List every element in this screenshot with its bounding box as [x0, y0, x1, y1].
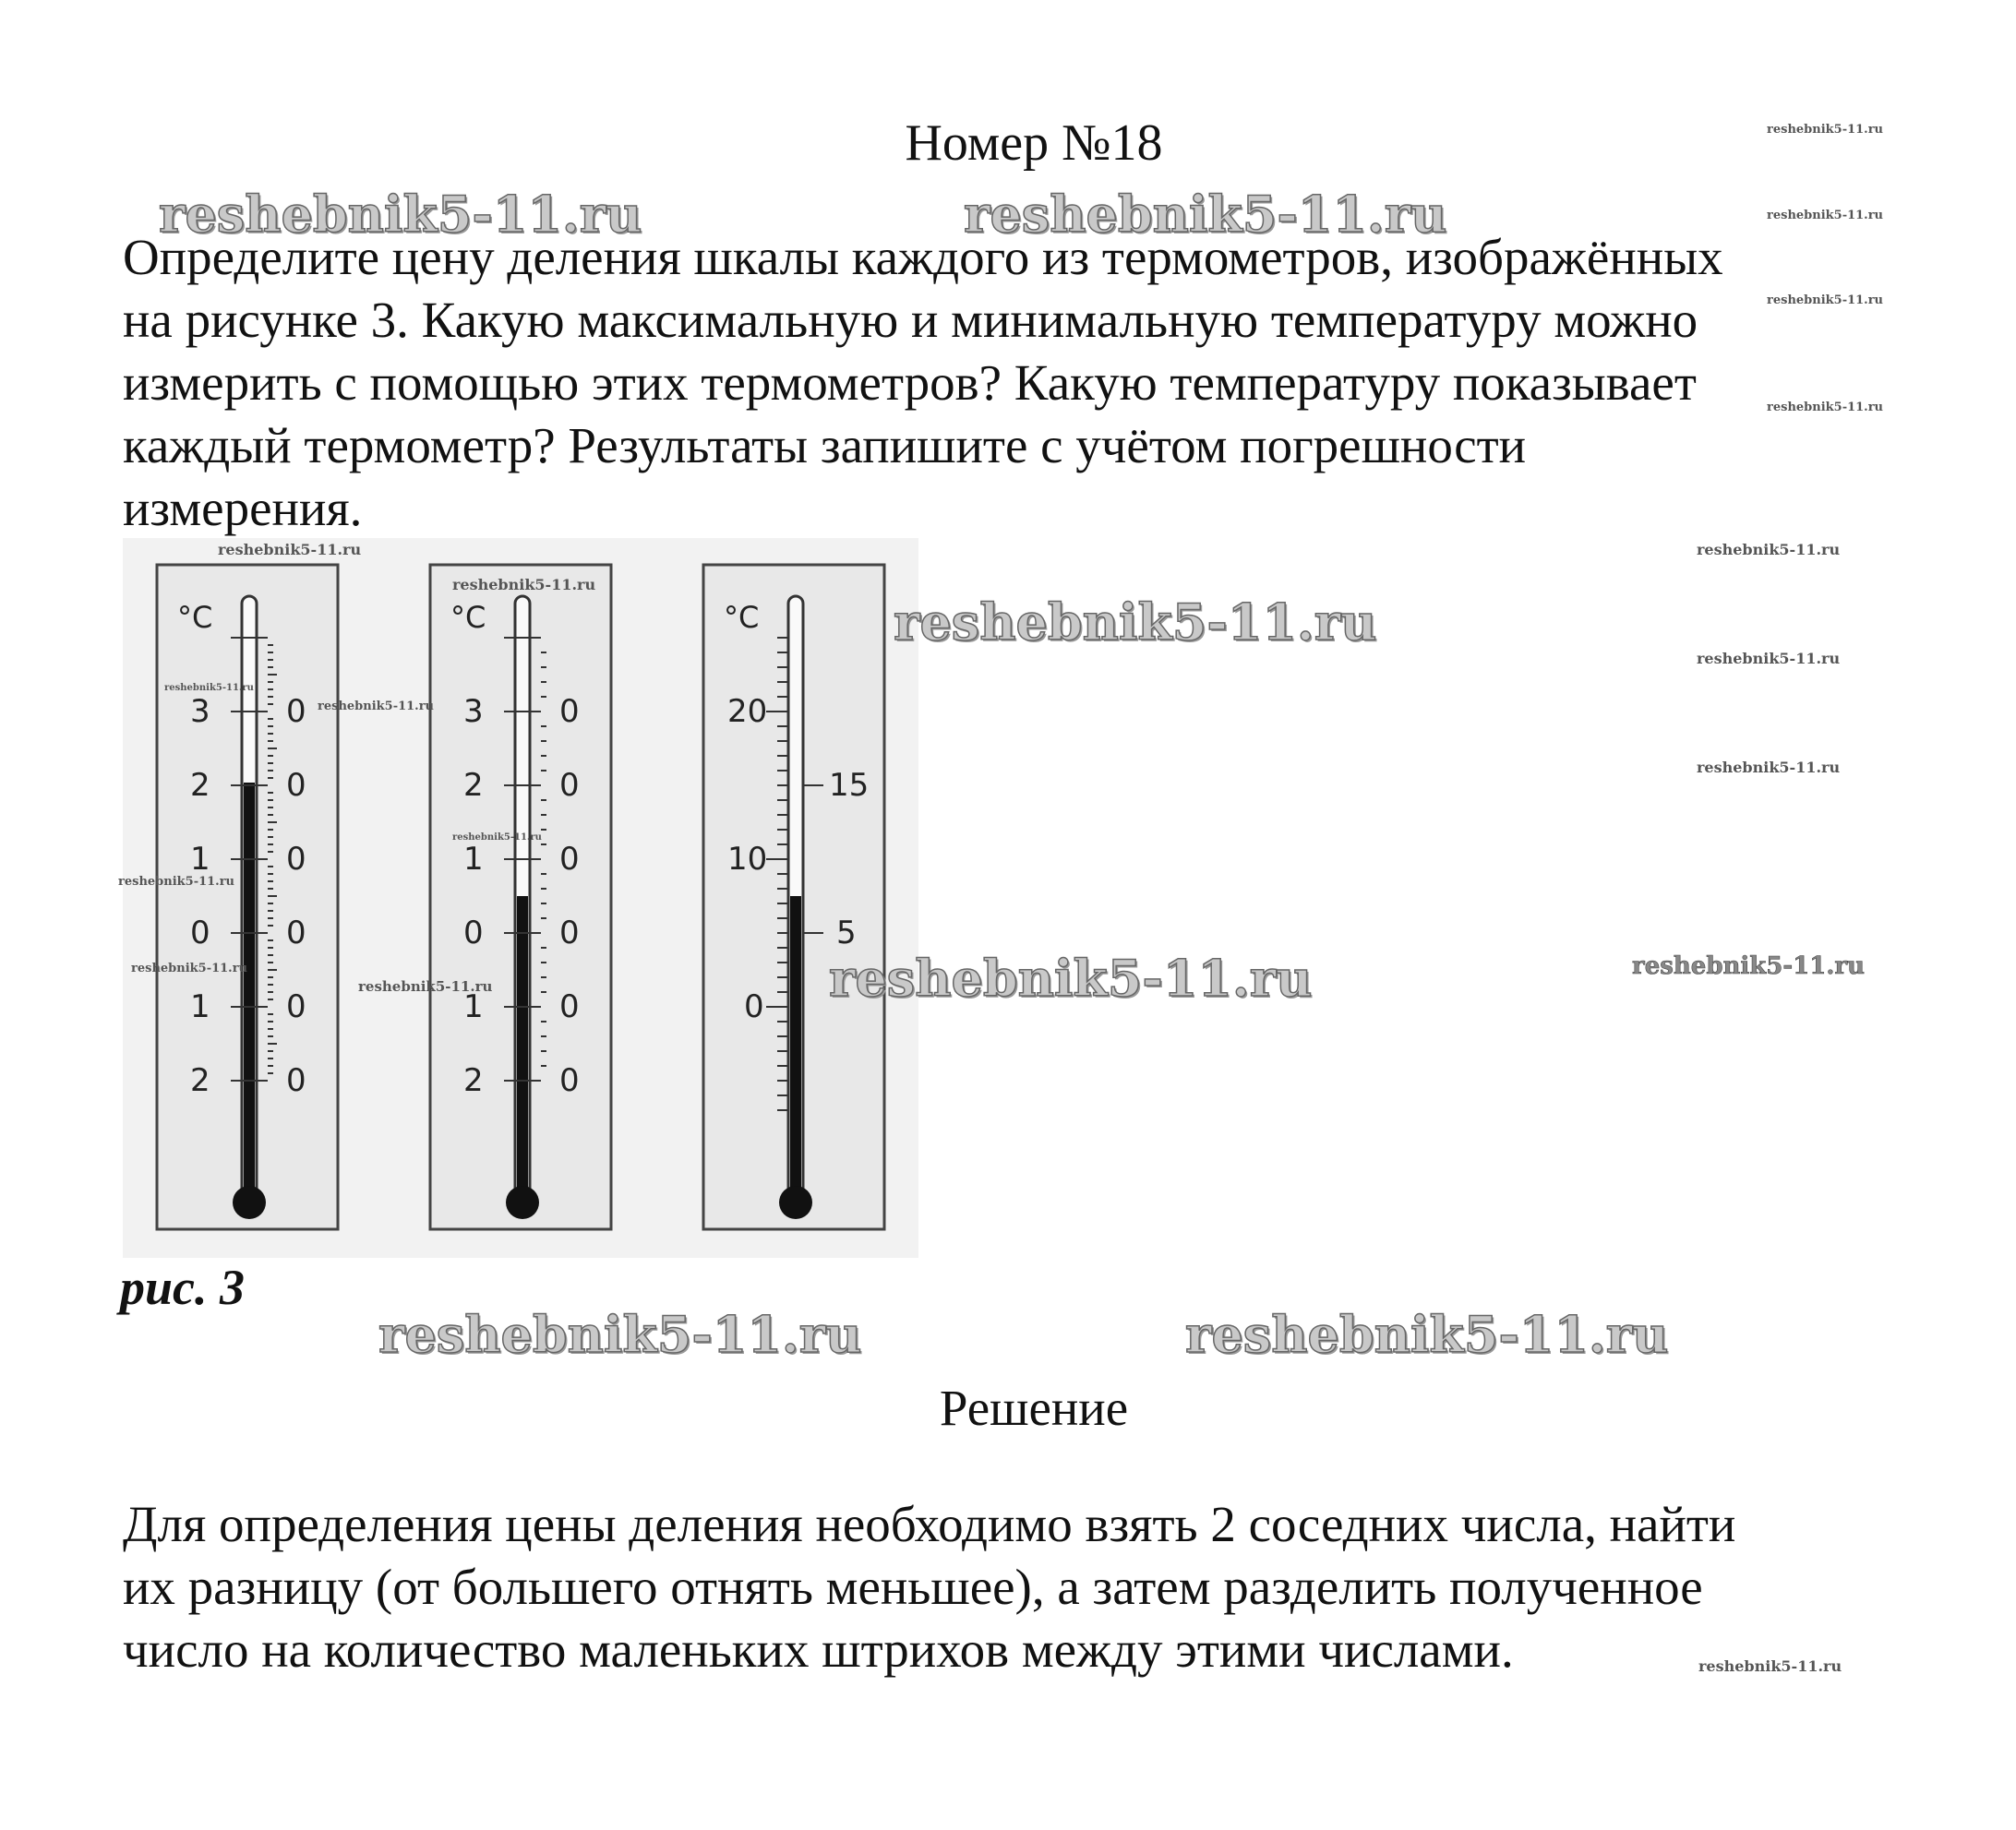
- thermometer-2: [430, 565, 611, 1229]
- watermark: reshebnik5-11.ru: [1698, 1657, 1842, 1675]
- mercury-column: [517, 896, 528, 1189]
- task-line: измерить с помощью этих термометров? Какую температуру показывает: [123, 354, 1697, 411]
- scale-label: 0: [286, 693, 306, 730]
- watermark: reshebnik5-11.ru: [964, 185, 1447, 244]
- scale-label: 0: [559, 767, 580, 804]
- scale-label: 0: [559, 988, 580, 1025]
- unit-label: °C: [450, 600, 486, 635]
- solution-heading: Решение: [939, 1380, 1129, 1436]
- watermark: reshebnik5-11.ru: [1767, 123, 1884, 137]
- task-line: на рисунке 3. Какую максимальную и минимальную температуру можно: [123, 292, 1698, 348]
- scale-label: 2: [190, 1062, 210, 1099]
- scale-label: 2: [190, 767, 210, 804]
- scale-label: 0: [286, 767, 306, 804]
- watermark: reshebnik5-11.ru: [1767, 209, 1884, 222]
- scale-label: 0: [559, 841, 580, 878]
- thermometer-3: [703, 565, 884, 1229]
- scale-label: 20: [727, 693, 768, 730]
- watermark: reshebnik5-11.ru: [1697, 541, 1841, 558]
- scale-label: 0: [190, 915, 210, 951]
- scale-label: 0: [559, 1062, 580, 1099]
- scale-label: 10: [727, 841, 768, 878]
- watermark: reshebnik5-11.ru: [1697, 650, 1841, 667]
- watermark: reshebnik5-11.ru: [1767, 401, 1884, 414]
- scale-label: 1: [463, 841, 484, 878]
- scale-label: 5: [836, 915, 857, 951]
- scale-label: 1: [190, 988, 210, 1025]
- unit-label: °C: [724, 600, 760, 635]
- watermark: reshebnik5-11.ru: [1632, 952, 1866, 980]
- watermark: reshebnik5-11.ru: [318, 700, 435, 713]
- watermark: reshebnik5-11.ru: [218, 541, 362, 558]
- solution-line: Для определения цены деления необходимо взять 2 соседних числа, найти: [123, 1496, 1736, 1552]
- scale-label: 3: [463, 693, 484, 730]
- mercury-column: [790, 896, 801, 1189]
- watermark: reshebnik5-11.ru: [452, 576, 596, 593]
- solution-line: их разницу (от большего отнять меньшее), а затем разделить полученное: [123, 1559, 1703, 1615]
- scale-label: 0: [559, 693, 580, 730]
- scale-label: 0: [559, 915, 580, 951]
- scale-label: 3: [190, 693, 210, 730]
- watermark: reshebnik5-11.ru: [829, 949, 1313, 1008]
- scale-label: 15: [829, 767, 870, 804]
- figure-caption: рис. 3: [120, 1260, 245, 1315]
- thermometer-bulb: [506, 1186, 539, 1219]
- watermark: reshebnik5-11.ru: [118, 875, 235, 889]
- watermark: reshebnik5-11.ru: [378, 1305, 862, 1364]
- mercury-column: [244, 783, 255, 1189]
- task-line: измерения.: [123, 480, 363, 536]
- unit-label: °C: [177, 600, 213, 635]
- scale-label: 1: [463, 988, 484, 1025]
- scale-label: 2: [463, 767, 484, 804]
- scale-label: 0: [286, 915, 306, 951]
- watermark: reshebnik5-11.ru: [358, 978, 493, 995]
- scale-label: 0: [744, 988, 764, 1025]
- watermark: reshebnik5-11.ru: [894, 592, 1377, 652]
- task-line: каждый термометр? Результаты запишите с учётом погрешности: [123, 417, 1527, 473]
- watermark: reshebnik5-11.ru: [1767, 293, 1884, 307]
- scale-label: 0: [286, 841, 306, 878]
- watermark: reshebnik5-11.ru: [1697, 759, 1841, 776]
- watermark: reshebnik5-11.ru: [131, 962, 248, 975]
- thermometer-1: [157, 565, 338, 1229]
- watermark: reshebnik5-11.ru: [452, 832, 542, 843]
- watermark: reshebnik5-11.ru: [164, 683, 254, 693]
- thermometer-bulb: [779, 1186, 812, 1219]
- scale-label: 0: [286, 1062, 306, 1099]
- scale-label: 0: [286, 988, 306, 1025]
- watermark: reshebnik5-11.ru: [159, 185, 642, 244]
- solution-text: [123, 1493, 1950, 1681]
- scale-label: 0: [463, 915, 484, 951]
- task-line: Определите цену деления шкалы каждого из термометров, изображённых: [123, 229, 1723, 285]
- solution-line: число на количество маленьких штрихов между этими числами.: [123, 1621, 1514, 1678]
- scale-label: 2: [463, 1062, 484, 1099]
- watermark: reshebnik5-11.ru: [1185, 1305, 1669, 1364]
- scale-label: 1: [190, 841, 210, 878]
- problem-title: Номер №18: [905, 114, 1163, 172]
- thermometer-bulb: [233, 1186, 266, 1219]
